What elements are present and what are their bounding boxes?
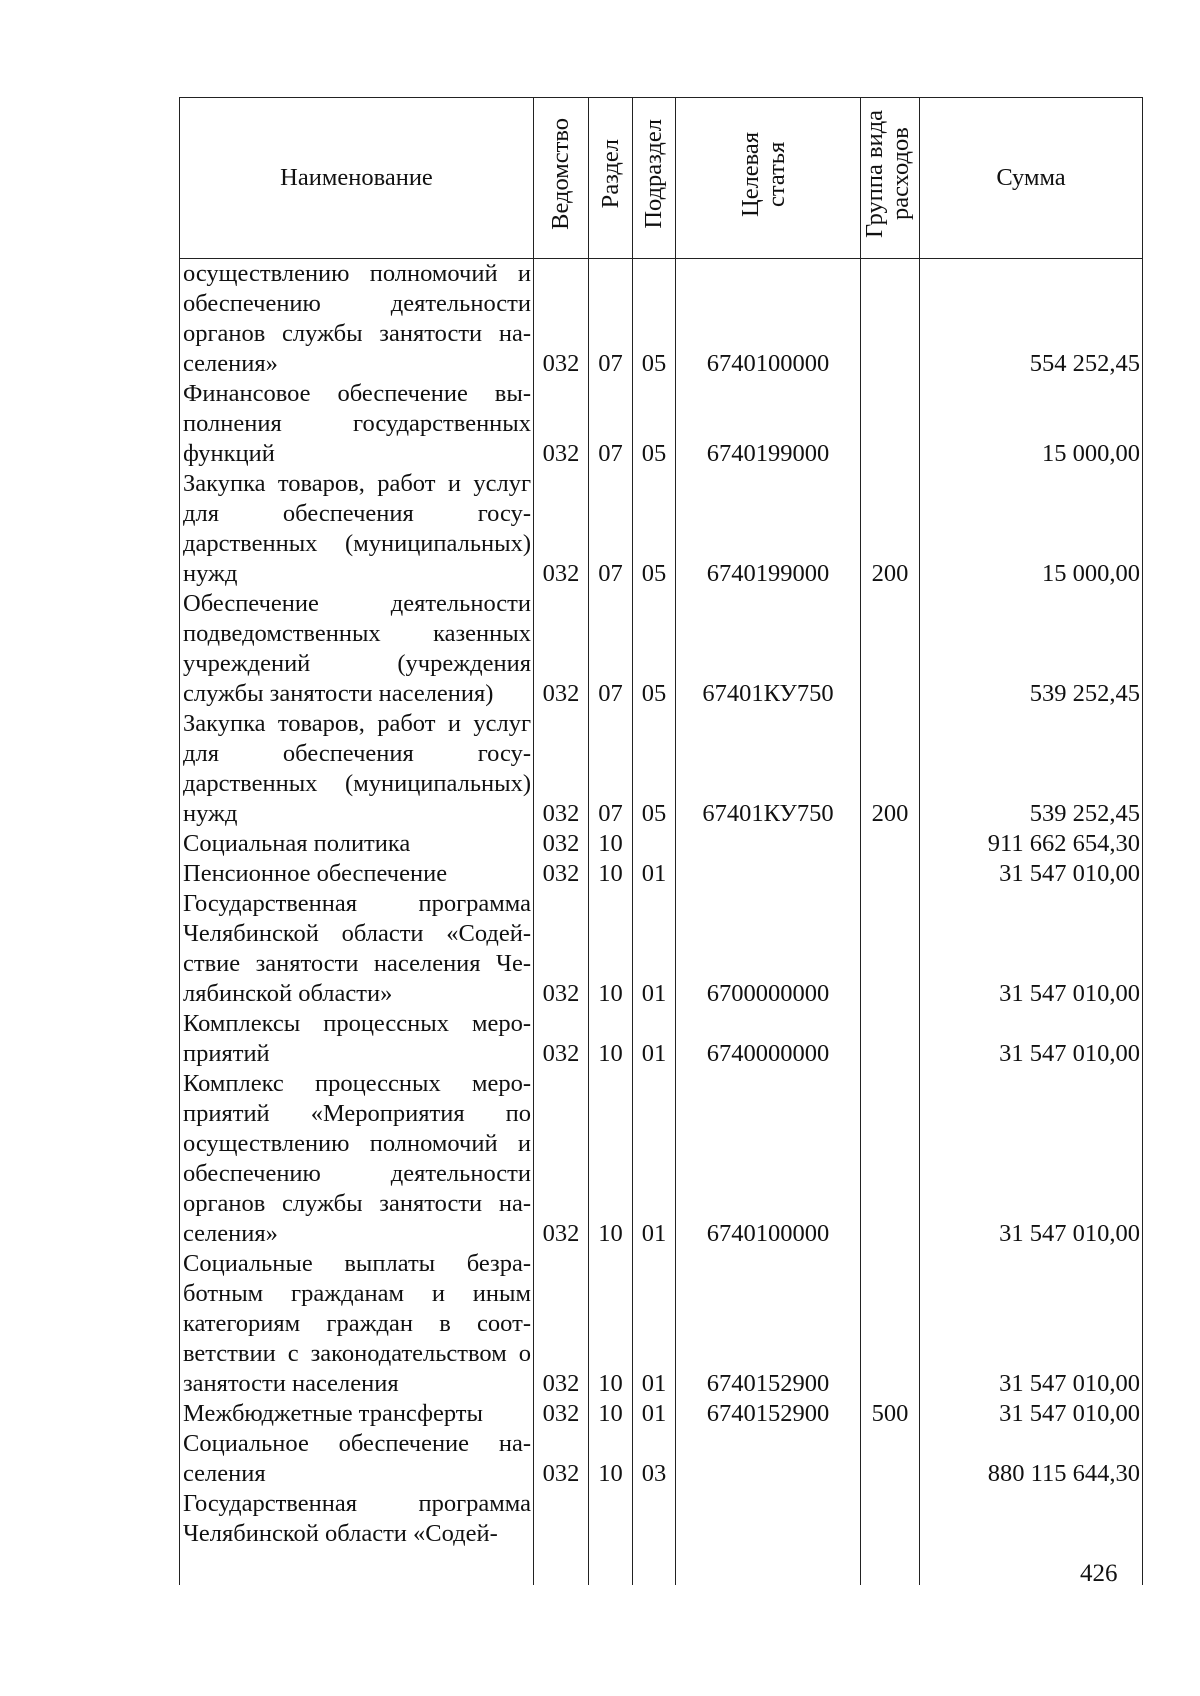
- row-vedomstvo: 032: [534, 889, 589, 1009]
- row-vedomstvo: 032: [534, 1009, 589, 1069]
- row-vedomstvo: 032: [534, 709, 589, 829]
- row-summa: [920, 1489, 1143, 1549]
- row-razdel: 07: [589, 709, 633, 829]
- row-celevaya: 6740100000: [676, 259, 861, 380]
- row-celevaya: 6740199000: [676, 379, 861, 469]
- row-gruppa: [861, 1069, 920, 1249]
- page-number: 426: [1080, 1560, 1118, 1587]
- header-razdel: Раздел: [589, 98, 633, 259]
- table-row: [180, 469, 1143, 589]
- row-gruppa: [861, 1429, 920, 1489]
- row-podrazdel: 05: [633, 259, 676, 380]
- row-razdel: 10: [589, 1429, 633, 1489]
- row-gruppa: [861, 1249, 920, 1399]
- row-razdel: 10: [589, 829, 633, 859]
- empty-cell: [861, 1549, 920, 1585]
- row-podrazdel: 01: [633, 859, 676, 889]
- row-celevaya: [676, 859, 861, 889]
- row-name: Пенсионное обеспечение: [180, 859, 534, 889]
- row-name: Социальные выплаты безработным гражданам и иным категориям граждан в соответствии с законодательством о занятости населения: [180, 1249, 534, 1399]
- row-summa: 31 547 010,00: [920, 1069, 1143, 1249]
- table-header-row: [180, 98, 1143, 259]
- row-vedomstvo: 032: [534, 859, 589, 889]
- row-vedomstvo: 032: [534, 259, 589, 380]
- row-vedomstvo: 032: [534, 589, 589, 709]
- row-vedomstvo: 032: [534, 1069, 589, 1249]
- row-celevaya: 6740152900: [676, 1249, 861, 1399]
- row-podrazdel: 05: [633, 589, 676, 709]
- row-razdel: 10: [589, 1069, 633, 1249]
- row-celevaya: 67401КУ750: [676, 709, 861, 829]
- row-gruppa: [861, 829, 920, 859]
- row-summa: 539 252,45: [920, 709, 1143, 829]
- row-vedomstvo: 032: [534, 829, 589, 859]
- row-gruppa: [861, 259, 920, 380]
- empty-cell: [633, 1549, 676, 1585]
- table-row: [180, 1489, 1143, 1549]
- row-gruppa: [861, 889, 920, 1009]
- row-podrazdel: 01: [633, 1249, 676, 1399]
- row-celevaya: [676, 1429, 861, 1489]
- row-name: Закупка товаров, работ и услуг для обеспечения государственных (муниципальных) нужд: [180, 709, 534, 829]
- row-podrazdel: [633, 829, 676, 859]
- table-row: [180, 379, 1143, 469]
- table-row: [180, 859, 1143, 889]
- header-gruppa: Группа вида расходов: [861, 98, 920, 259]
- row-vedomstvo: 032: [534, 1429, 589, 1489]
- row-name: Межбюджетные трансферты: [180, 1399, 534, 1429]
- row-name: Обеспечение деятельности подведомственных казенных учреждений (учреждения службы занятости населения): [180, 589, 534, 709]
- row-razdel: 07: [589, 379, 633, 469]
- row-gruppa: 500: [861, 1399, 920, 1429]
- row-gruppa: [861, 1489, 920, 1549]
- row-celevaya: 6700000000: [676, 889, 861, 1009]
- row-razdel: 10: [589, 1009, 633, 1069]
- row-podrazdel: 01: [633, 1069, 676, 1249]
- table-continuation: [180, 1549, 1143, 1585]
- table-row: [180, 1429, 1143, 1489]
- row-celevaya: 6740199000: [676, 469, 861, 589]
- row-gruppa: [861, 1009, 920, 1069]
- table-row: [180, 1069, 1143, 1249]
- row-razdel: 07: [589, 469, 633, 589]
- row-name: Закупка товаров, работ и услуг для обеспечения государственных (муниципальных) нужд: [180, 469, 534, 589]
- row-celevaya: [676, 1489, 861, 1549]
- header-celevaya: Целевая статья: [676, 98, 861, 259]
- row-name: Комплексы процессных мероприятий: [180, 1009, 534, 1069]
- row-celevaya: 6740000000: [676, 1009, 861, 1069]
- header-summa: Сумма: [920, 98, 1143, 259]
- row-name: Государственная программа Челябинской области «Содей-: [180, 1489, 534, 1549]
- row-razdel: [589, 1489, 633, 1549]
- row-summa: 880 115 644,30: [920, 1429, 1143, 1489]
- row-summa: 15 000,00: [920, 379, 1143, 469]
- row-podrazdel: 05: [633, 379, 676, 469]
- row-summa: 31 547 010,00: [920, 1249, 1143, 1399]
- row-gruppa: 200: [861, 709, 920, 829]
- row-podrazdel: 05: [633, 469, 676, 589]
- row-vedomstvo: 032: [534, 469, 589, 589]
- row-summa: 31 547 010,00: [920, 889, 1143, 1009]
- row-celevaya: 67401КУ750: [676, 589, 861, 709]
- header-vedomstvo: Ведомство: [534, 98, 589, 259]
- row-vedomstvo: 032: [534, 1399, 589, 1429]
- row-celevaya: [676, 829, 861, 859]
- empty-cell: [180, 1549, 534, 1585]
- row-razdel: 07: [589, 589, 633, 709]
- row-razdel: 10: [589, 1399, 633, 1429]
- table-row: [180, 889, 1143, 1009]
- empty-cell: [589, 1549, 633, 1585]
- row-podrazdel: 05: [633, 709, 676, 829]
- row-summa: 554 252,45: [920, 259, 1143, 380]
- row-gruppa: [861, 379, 920, 469]
- row-podrazdel: 01: [633, 1399, 676, 1429]
- table-row: [180, 259, 1143, 380]
- table-row: [180, 709, 1143, 829]
- row-razdel: 10: [589, 1249, 633, 1399]
- row-celevaya: 6740152900: [676, 1399, 861, 1429]
- header-podrazdel: Подраздел: [633, 98, 676, 259]
- row-name: Финансовое обеспечение выполнения государственных функций: [180, 379, 534, 469]
- row-gruppa: [861, 589, 920, 709]
- row-celevaya: 6740100000: [676, 1069, 861, 1249]
- table-row: [180, 589, 1143, 709]
- table-row: [180, 1399, 1143, 1429]
- row-podrazdel: 01: [633, 889, 676, 1009]
- row-razdel: 10: [589, 889, 633, 1009]
- row-name: Комплекс процессных мероприятий «Мероприятия по осуществлению полномочий и обеспечению деятельности органов службы занятости населения»: [180, 1069, 534, 1249]
- budget-table: [179, 97, 1143, 1585]
- row-vedomstvo: [534, 1489, 589, 1549]
- row-summa: 15 000,00: [920, 469, 1143, 589]
- row-podrazdel: [633, 1489, 676, 1549]
- row-gruppa: 200: [861, 469, 920, 589]
- table-body: [180, 259, 1143, 1586]
- row-podrazdel: 03: [633, 1429, 676, 1489]
- row-vedomstvo: 032: [534, 379, 589, 469]
- table-row: [180, 829, 1143, 859]
- row-name: Социальная политика: [180, 829, 534, 859]
- row-vedomstvo: 032: [534, 1249, 589, 1399]
- row-name: Государственная программа Челябинской области «Содействие занятости населения Челябинской области»: [180, 889, 534, 1009]
- row-razdel: 07: [589, 259, 633, 380]
- row-summa: 539 252,45: [920, 589, 1143, 709]
- row-summa: 911 662 654,30: [920, 829, 1143, 859]
- row-podrazdel: 01: [633, 1009, 676, 1069]
- row-name: осуществлению полномочий и обеспечению деятельности органов службы занятости населения»: [180, 259, 534, 380]
- table-row: [180, 1009, 1143, 1069]
- header-name: Наименование: [180, 98, 534, 259]
- row-gruppa: [861, 859, 920, 889]
- table-row: [180, 1249, 1143, 1399]
- row-name: Социальное обеспечение населения: [180, 1429, 534, 1489]
- row-summa: 31 547 010,00: [920, 859, 1143, 889]
- row-razdel: 10: [589, 859, 633, 889]
- row-summa: 31 547 010,00: [920, 1399, 1143, 1429]
- row-summa: 31 547 010,00: [920, 1009, 1143, 1069]
- empty-cell: [676, 1549, 861, 1585]
- empty-cell: [534, 1549, 589, 1585]
